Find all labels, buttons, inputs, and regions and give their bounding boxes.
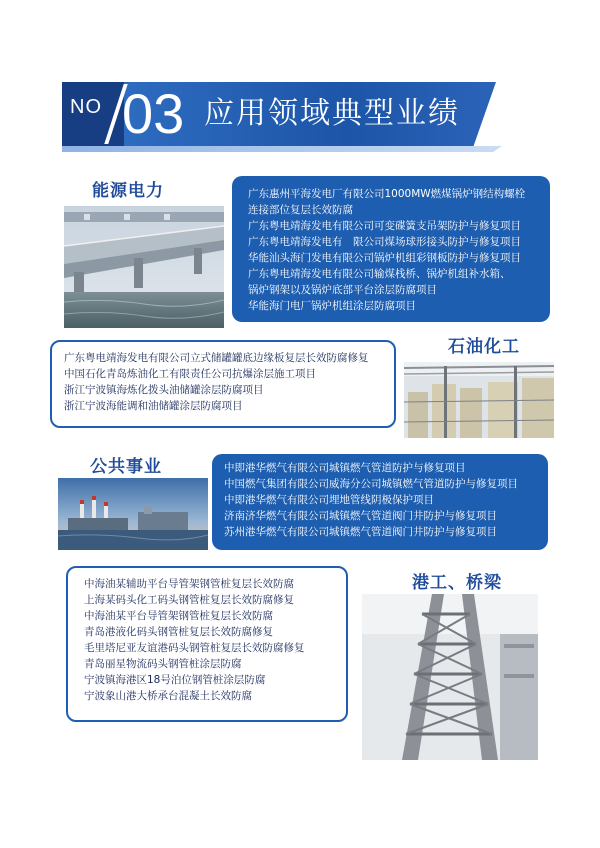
- tank-image: [404, 362, 554, 438]
- page-title: 应用领域典型业绩: [204, 96, 460, 131]
- energy-title: 能源电力: [92, 181, 164, 201]
- section-banner: [62, 82, 496, 146]
- public-item: 中即港华燃气有限公司埋地管线阴极保护项目: [224, 494, 434, 506]
- petro-item: 浙江宁波镇海炼化拨头油储罐涂层防腐项目: [64, 384, 264, 396]
- public-item: 苏州港华燃气有限公司城镇燃气管道阀门井防护与修复项目: [224, 526, 497, 538]
- no-label: NO: [70, 96, 102, 118]
- port-photo: [362, 594, 538, 760]
- port-item: 中海油某平台导管架钢管桩复层长效防腐: [84, 610, 273, 622]
- port-item: 中海油某辅助平台导管架钢管桩复层长效防腐: [84, 578, 294, 590]
- port-item: 毛里塔尼亚友谊港码头钢管桩复层长效防腐修复: [84, 642, 305, 654]
- energy-projects-box: [232, 176, 550, 322]
- pier-structure-image: [362, 594, 538, 760]
- energy-item: 广东粤电靖海发电有限公司输煤栈桥、锅炉机组补水箱、: [248, 268, 511, 280]
- energy-item: 锅炉钢架以及锅炉底部平台涂层防腐项目: [248, 284, 437, 296]
- petro-title: 石油化工: [448, 337, 520, 357]
- energy-item: 连接部位复层长效防腐: [248, 204, 353, 216]
- port-item: 上海某码头化工码头钢管桩复层长效防腐修复: [84, 594, 294, 606]
- public-photo: [58, 478, 208, 550]
- port-item: 青岛港液化码头钢管桩复层长效防腐修复: [84, 626, 273, 638]
- port-title: 港工、桥梁: [412, 573, 502, 593]
- petro-item: 浙江宁波海能调和油储罐涂层防腐项目: [64, 400, 243, 412]
- port-item: 宁波镇海港区18号泊位钢管桩涂层防腐: [84, 674, 266, 686]
- bridge-image: [64, 206, 224, 328]
- port-projects-box: [66, 566, 348, 722]
- petro-photo: [404, 362, 554, 438]
- energy-item: 华能汕头海门发电有限公司锅炉机组彩钢板防护与修复项目: [248, 252, 521, 264]
- public-projects-box: [212, 454, 548, 550]
- energy-photo: [64, 206, 224, 328]
- port-item: 宁波象山港大桥承台混凝土长效防腐: [84, 690, 252, 702]
- energy-item: 广东惠州平海发电厂有限公司1000MW燃煤锅炉钢结构螺栓: [248, 188, 526, 200]
- section-number: 03: [122, 82, 185, 145]
- energy-item: 华能海门电厂锅炉机组涂层防腐项目: [248, 300, 416, 312]
- public-item: 济南济华燃气有限公司城镇燃气管道阀门井防护与修复项目: [224, 510, 497, 522]
- public-title: 公共事业: [90, 457, 162, 477]
- energy-item: 广东粤电靖海发电有限公司可变碟簧支吊架防护与修复项目: [248, 220, 521, 232]
- energy-item: 广东粤电靖海发电有 限公司煤场球形接头防护与修复项目: [248, 236, 521, 248]
- petro-item: 中国石化青岛炼油化工有限责任公司抗爆涂层施工项目: [64, 368, 316, 380]
- petro-item: 广东粤电靖海发电有限公司立式储罐罐底边缘板复层长效防腐修复: [64, 352, 369, 364]
- public-item: 中国燃气集团有限公司威海分公司城镇燃气管道防护与修复项目: [224, 478, 518, 490]
- port-item: 青岛丽星物流码头钢管桩涂层防腐: [84, 658, 242, 670]
- banner-stripe: [62, 146, 502, 152]
- power-plant-image: [58, 478, 208, 550]
- public-item: 中即港华燃气有限公司城镇燃气管道防护与修复项目: [224, 462, 466, 474]
- petro-projects-box: [50, 340, 396, 428]
